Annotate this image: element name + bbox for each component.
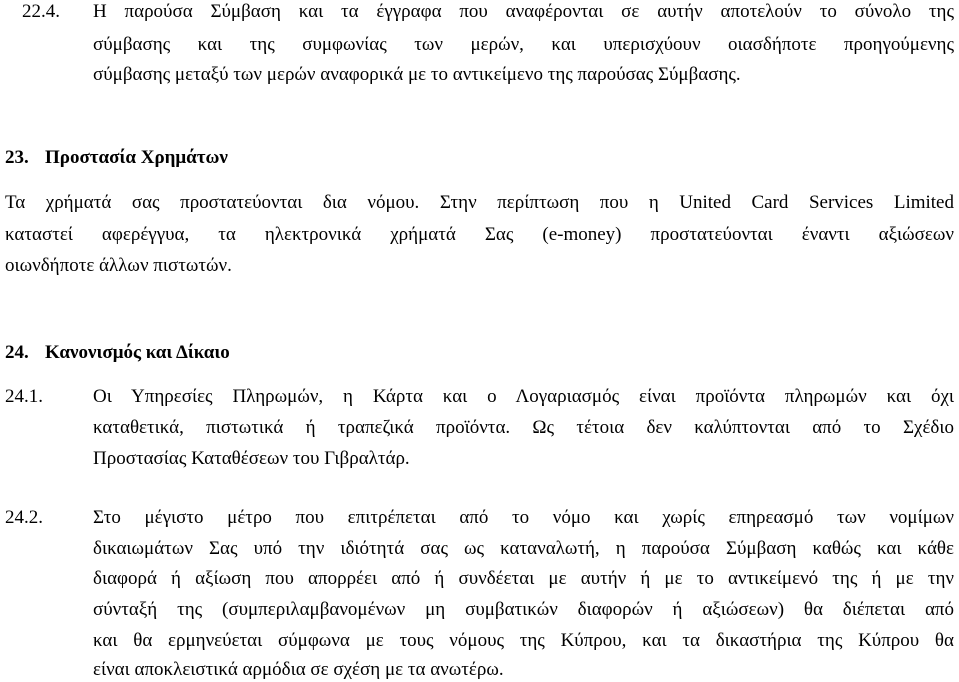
clause-number: 22.4. [22, 1, 60, 22]
clause-text-line: καταθετικά, πιστωτικά ή τραπεζικά προϊόντα. Ως τέτοια δεν καλύπτονται από το Σχέδιο [93, 417, 954, 438]
clause-text-line: σύνταξή της (συμπεριλαμβανομένων μη συμβατικών διαφορών ή αξιώσεων) θα διέπεται από [93, 599, 954, 620]
clause-text-line: σύμβασης και της συμφωνίας των μερών, και υπερισχύουν οιασδήποτε προηγούμενης [93, 34, 954, 55]
section-number: 23. [5, 147, 29, 168]
section-text-line: καταστεί αφερέγγυα, τα ηλεκτρονικά χρήματά Σας (e-money) προστατεύονται έναντι αξιώσεων [5, 224, 954, 245]
clause-text-line: και θα ερμηνεύεται σύμφωνα με τους νόμους της Κύπρου, και τα δικαστήρια της Κύπρου θα [93, 630, 954, 651]
section-number: 24. [5, 342, 29, 363]
clause-text-line: είναι αποκλειστικά αρμόδια σε σχέση με τα ανωτέρω. [93, 659, 504, 680]
section-heading: Κανονισμός και Δίκαιο [45, 342, 230, 363]
clause-text-line: δικαιωμάτων Σας υπό την ιδιότητά σας ως καταναλωτή, η παρούσα Σύμβαση καθώς και κάθε [93, 538, 954, 559]
section-text-line: οιωνδήποτε άλλων πιστωτών. [5, 255, 232, 276]
section-heading: Προστασία Χρημάτων [45, 147, 228, 168]
clause-number: 24.1. [5, 386, 43, 407]
clause-text-line: Προστασίας Καταθέσεων του Γιβραλτάρ. [93, 448, 410, 469]
clause-text-line: Οι Υπηρεσίες Πληρωμών, η Κάρτα και ο Λογαριασμός είναι προϊόντα πληρωμών και όχι [93, 386, 954, 407]
clause-number: 24.2. [5, 507, 43, 528]
section-text-line: Τα χρήματά σας προστατεύονται δια νόμου. Στην περίπτωση που η United Card Services Limited [5, 192, 954, 213]
clause-text-line: Στο μέγιστο μέτρο που επιτρέπεται από το νόμο και χωρίς επηρεασμό των νομίμων [93, 507, 954, 528]
clause-text-line: σύμβασης μεταξύ των μερών αναφορικά με το αντικείμενο της παρούσας Σύμβασης. [93, 64, 741, 85]
clause-text-line: Η παρούσα Σύμβαση και τα έγγραφα που αναφέρονται σε αυτήν αποτελούν το σύνολο της [93, 1, 954, 22]
clause-text-line: διαφορά ή αξίωση που απορρέει από ή συνδέεται με αυτήν ή με το αντικείμενό της ή με την [93, 568, 954, 589]
